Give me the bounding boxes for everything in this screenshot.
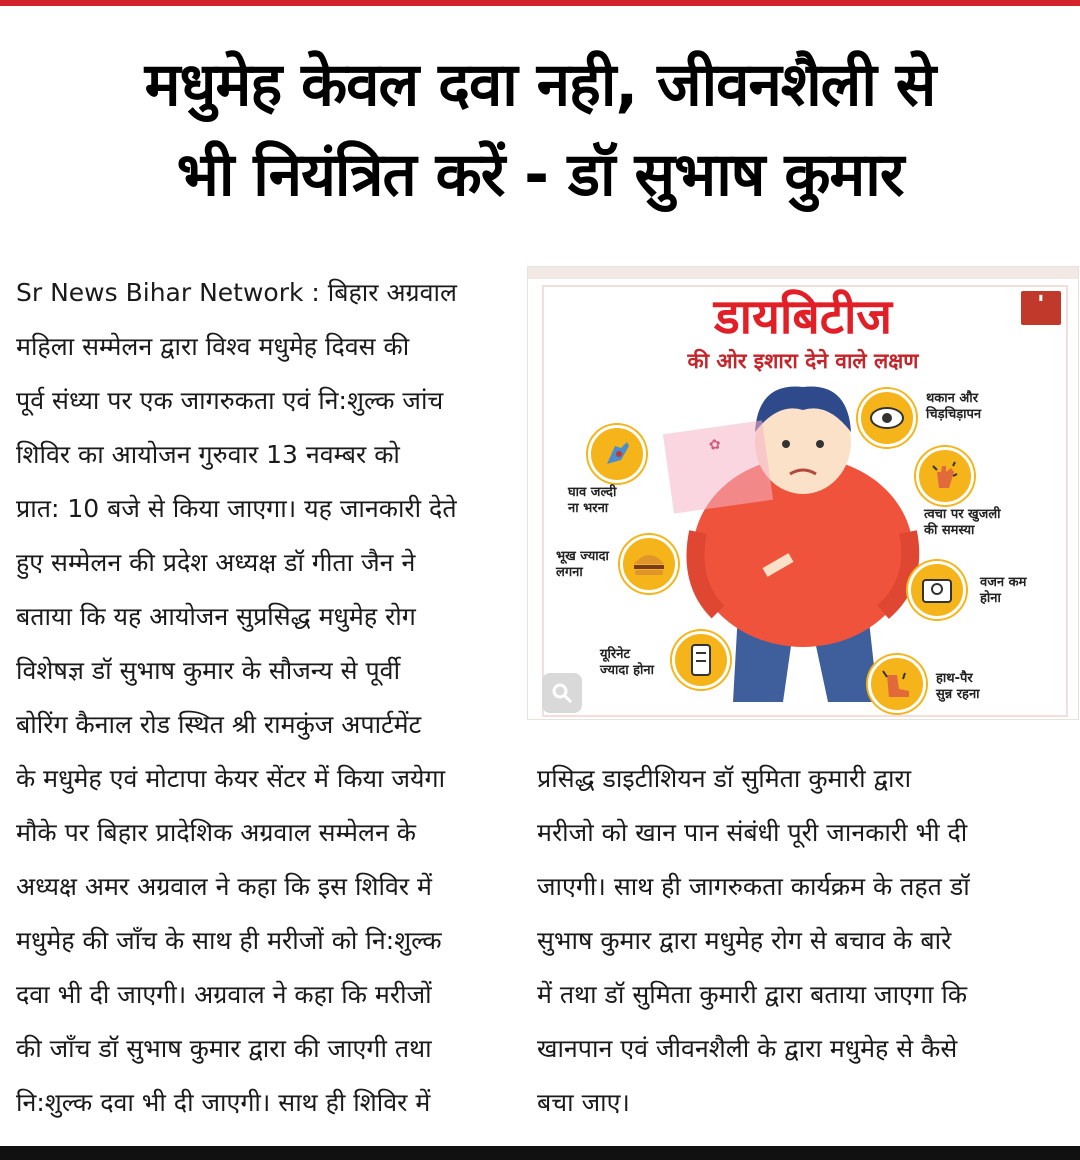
- article-line: विशेषज्ञ डॉ सुभाष कुमार के सौजन्य से पूर्वी: [16, 656, 401, 685]
- brand-logo: ▮: [1021, 291, 1061, 325]
- article-line: सुभाष कुमार द्वारा मधुमेह रोग से बचाव के बारे: [537, 926, 952, 955]
- headline: [10, 40, 1070, 220]
- article-line: अध्यक्ष अमर अग्रवाल ने कहा कि इस शिविर में: [16, 872, 433, 901]
- article-line: के मधुमेह एवं मोटापा केयर सेंटर में किया जयेगा: [16, 764, 446, 793]
- article-left-top-column: [16, 266, 516, 752]
- symptom-label-wound: घाव जल्दी ना भरना: [568, 485, 617, 516]
- symptom-label-urination: यूरिनेट ज्यादा होना: [600, 647, 654, 678]
- watermark-stamp: ✿: [663, 420, 773, 513]
- numb-foot-icon: [868, 655, 926, 713]
- bottom-dark-bar: [0, 1146, 1080, 1160]
- headline-line-2: भी नियंत्रित करें - डॉ सुभाष कुमार: [176, 140, 904, 210]
- article-line: प्रात: 10 बजे से किया जाएगा। यह जानकारी देते: [16, 494, 457, 523]
- article-line: मरीजो को खान पान संबंधी पूरी जानकारी भी दी: [537, 818, 968, 847]
- article-line: मौके पर बिहार प्रादेशिक अग्रवाल सम्मेलन के: [16, 818, 416, 847]
- article-line: में तथा डॉ सुमिता कुमारी द्वारा बताया जाएगा कि: [537, 980, 968, 1009]
- headline-line-1: मधुमेह केवल दवा नही, जीवनशैली से: [144, 50, 936, 120]
- article-line: हुए सम्मेलन की प्रदेश अध्यक्ष डॉ गीता जैन ने: [16, 548, 416, 577]
- lens-search-icon[interactable]: [542, 673, 582, 713]
- eye-icon: [858, 389, 916, 447]
- toilet-icon: [672, 631, 730, 689]
- article-line: नि:शुल्क दवा भी दी जाएगी। साथ ही शिविर में: [16, 1088, 431, 1117]
- burger-icon: [620, 535, 678, 593]
- weighing-scale-icon: [908, 561, 966, 619]
- article-left-bottom-column: [16, 752, 521, 1130]
- article-line: खानपान एवं जीवनशैली के द्वारा मधुमेह से कैसे: [537, 1034, 958, 1063]
- symptom-label-numbness: हाथ-पैर सुन्न रहना: [936, 671, 980, 702]
- article-line: बोरिंग कैनाल रोड स्थित श्री रामकुंज अपार्टमेंट: [16, 710, 422, 739]
- article-line: प्रसिद्ध डाइटीशियन डॉ सुमिता कुमारी द्वारा: [537, 764, 912, 793]
- article-line: महिला सम्मेलन द्वारा विश्व मधुमेह दिवस की: [16, 332, 410, 361]
- top-red-bar: [0, 0, 1080, 6]
- infographic-subtitle: की ओर इशारा देने वाले लक्षण: [687, 349, 919, 373]
- symptom-label-hunger: भूख ज्यादा लगना: [556, 549, 609, 580]
- symptom-label-itchy-skin: त्वचा पर खुजली की समस्या: [924, 507, 1001, 538]
- article-line: की जाँच डॉ सुभाष कुमार द्वारा की जाएगी तथा: [16, 1034, 432, 1063]
- article-line: मधुमेह की जाँच के साथ ही मरीजों को नि:शुल्क: [16, 926, 442, 955]
- article-line: शिविर का आयोजन गुरुवार 13 नवम्बर को: [16, 440, 400, 469]
- article-line: बचा जाए।: [537, 1088, 630, 1117]
- article-line: जाएगी। साथ ही जागरुकता कार्यक्रम के तहत डॉ: [537, 872, 970, 901]
- symptom-label-fatigue: थकान और चिड़चिड़ापन: [926, 391, 982, 422]
- symptom-label-weight-loss: वजन कम होना: [980, 575, 1027, 606]
- infographic-title: डायबिटीज: [713, 289, 893, 345]
- infographic-header-strip: [528, 267, 1078, 279]
- article-line: दवा भी दी जाएगी। अग्रवाल ने कहा कि मरीजों: [16, 980, 432, 1009]
- article-right-column: [537, 752, 1072, 1130]
- itchy-hand-icon: [916, 447, 974, 505]
- article-line: Sr News Bihar Network : बिहार अग्रवाल: [16, 278, 457, 307]
- article-line: बताया कि यह आयोजन सुप्रसिद्ध मधुमेह रोग: [16, 602, 416, 631]
- wound-hand-icon: [588, 425, 646, 483]
- diabetes-symptoms-infographic: [527, 266, 1079, 720]
- article-line: पूर्व संध्या पर एक जागरुकता एवं नि:शुल्क जांच: [16, 386, 444, 415]
